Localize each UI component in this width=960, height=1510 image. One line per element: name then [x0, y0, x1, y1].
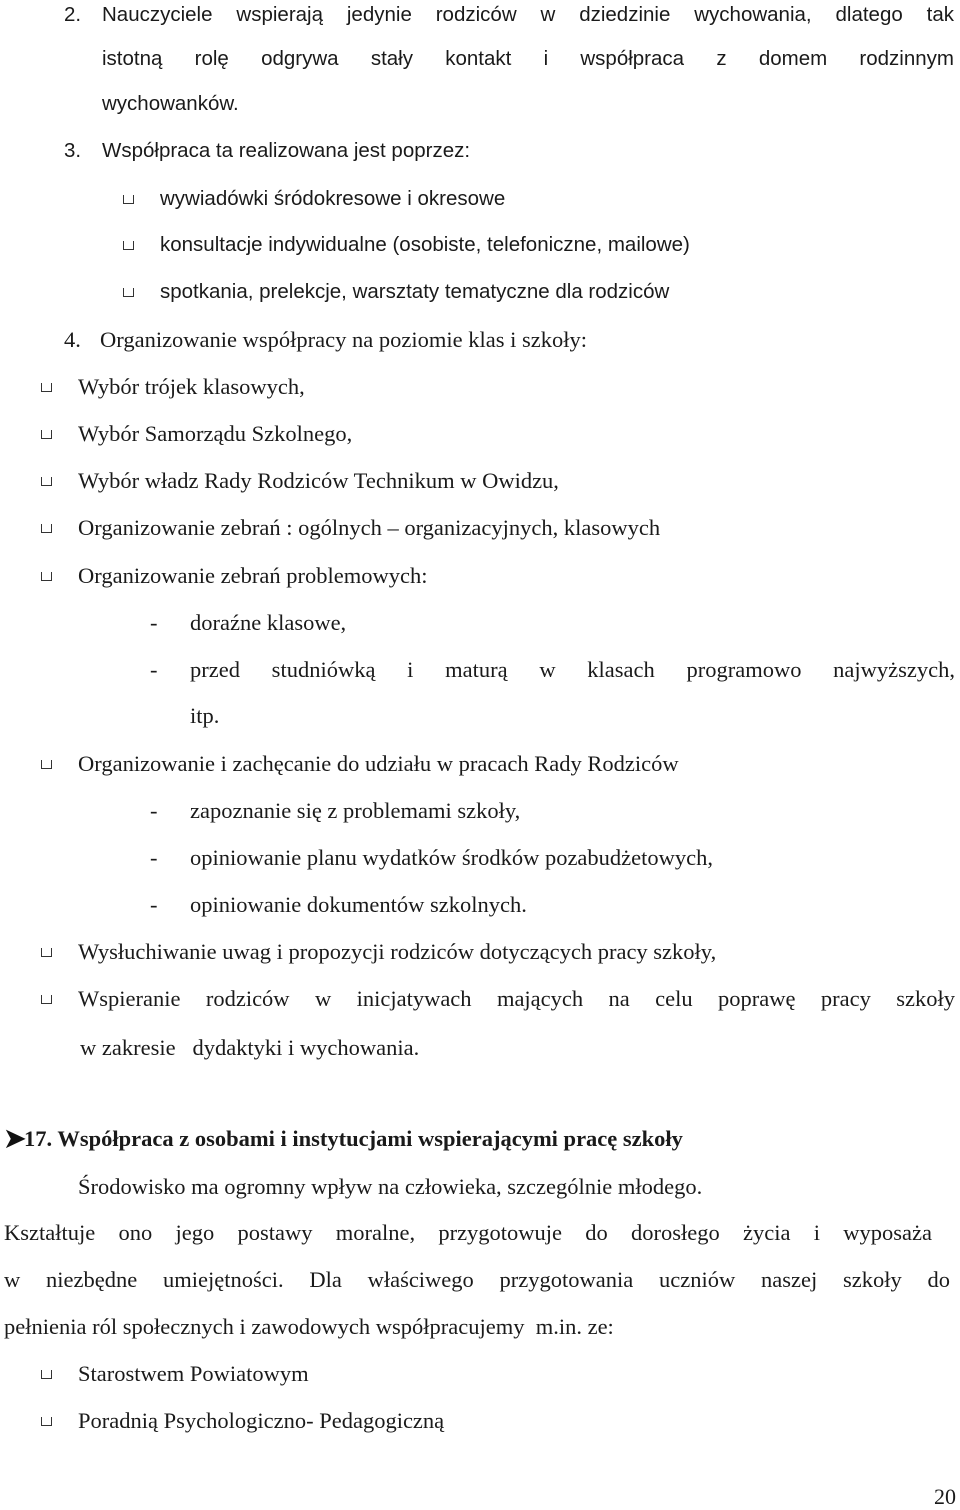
problem-meeting-item: przed studniówką i maturą w klasach programowo najwyższych, [190, 657, 955, 682]
support-bullet-line-2: w zakresie dydaktyki i wychowania. [80, 1035, 420, 1060]
listening-bullet: Wysłuchiwanie uwag i propozycji rodziców dotyczących pracy szkoły, [78, 939, 717, 964]
section-17-heading: 17. Współpraca z osobami i instytucjami wspierającymi pracę szkoły [24, 1126, 683, 1151]
arrow-bullet-icon: ➤ [4, 1124, 26, 1153]
section-17-bullet: Starostwem Powiatowym [78, 1361, 309, 1386]
bullet-box-icon [123, 241, 134, 250]
item-4-number: 4. [64, 327, 81, 352]
section-17-para-line: Kształtuje ono jego postawy moralne, przygotowuje do dorosłego życia i wyposaża [4, 1220, 932, 1245]
council-item: opiniowanie planu wydatków środków pozabudżetowych, [190, 845, 714, 870]
bullet-box-icon [41, 995, 52, 1004]
item-2-line-3: wychowanków. [102, 92, 239, 115]
council-item: zapoznanie się z problemami szkoły, [190, 798, 521, 823]
item-3-bullet: spotkania, prelekcje, warsztaty tematyczne dla rodziców [160, 280, 670, 303]
item-4-text: Organizowanie współpracy na poziomie klas i szkoły: [100, 327, 587, 352]
section-17-bullet: Poradnią Psychologiczno- Pedagogiczną [78, 1408, 445, 1433]
dash-marker: - [150, 657, 158, 682]
bullet-box-icon [41, 524, 52, 533]
dash-marker: - [150, 892, 158, 917]
item-4-bullet: Wybór Samorządu Szkolnego, [78, 421, 353, 446]
item-2-line-1: Nauczyciele wspierają jedynie rodziców w dziedzinie wychowania, dlatego tak [102, 3, 954, 26]
item-2-line-2: istotną rolę odgrywa stały kontakt i współpraca z domem rodzinnym [102, 47, 954, 70]
item-4-bullet: Organizowanie zebrań problemowych: [78, 563, 428, 588]
section-17-para-line: Środowisko ma ogromny wpływ na człowieka, szczególnie młodego. [78, 1174, 703, 1199]
item-3-bullet: wywiadówki śródokresowe i okresowe [160, 187, 506, 210]
bullet-box-icon [41, 760, 52, 769]
item-3-number: 3. [64, 139, 82, 162]
council-item: opiniowanie dokumentów szkolnych. [190, 892, 527, 917]
bullet-box-icon [41, 383, 52, 392]
problem-meeting-item: doraźne klasowe, [190, 610, 347, 635]
section-17-para-line: w niezbędne umiejętności. Dla właściwego przygotowania uczniów naszej szkoły do [4, 1267, 950, 1292]
item-4-bullet: Wybór władz Rady Rodziców Technikum w Owidzu, [78, 468, 559, 493]
section-17-para-line: pełnienia ról społecznych i zawodowych współpracujemy m.in. ze: [4, 1314, 614, 1339]
item-2-number: 2. [64, 3, 82, 26]
bullet-box-icon [41, 1417, 52, 1426]
item-4-bullet: Organizowanie zebrań : ogólnych – organizacyjnych, klasowych [78, 515, 661, 540]
item-3-text: Współpraca ta realizowana jest poprzez: [102, 139, 471, 162]
bullet-box-icon [41, 1370, 52, 1379]
bullet-box-icon [41, 948, 52, 957]
dash-marker: - [150, 798, 158, 823]
item-3-bullet: konsultacje indywidualne (osobiste, telefoniczne, mailowe) [160, 233, 690, 256]
bullet-box-icon [41, 477, 52, 486]
bullet-box-icon [123, 288, 134, 297]
problem-meeting-cont: itp. [190, 703, 220, 728]
bullet-box-icon [41, 572, 52, 581]
dash-marker: - [150, 845, 158, 870]
support-bullet-line-1: Wspieranie rodziców w inicjatywach mających na celu poprawę pracy szkoły [78, 986, 955, 1011]
item-4-bullet: Wybór trójek klasowych, [78, 374, 305, 399]
bullet-box-icon [41, 430, 52, 439]
council-bullet: Organizowanie i zachęcanie do udziału w pracach Rady Rodziców [78, 751, 679, 776]
bullet-box-icon [123, 195, 134, 204]
page-number: 20 [934, 1484, 956, 1509]
dash-marker: - [150, 610, 158, 635]
